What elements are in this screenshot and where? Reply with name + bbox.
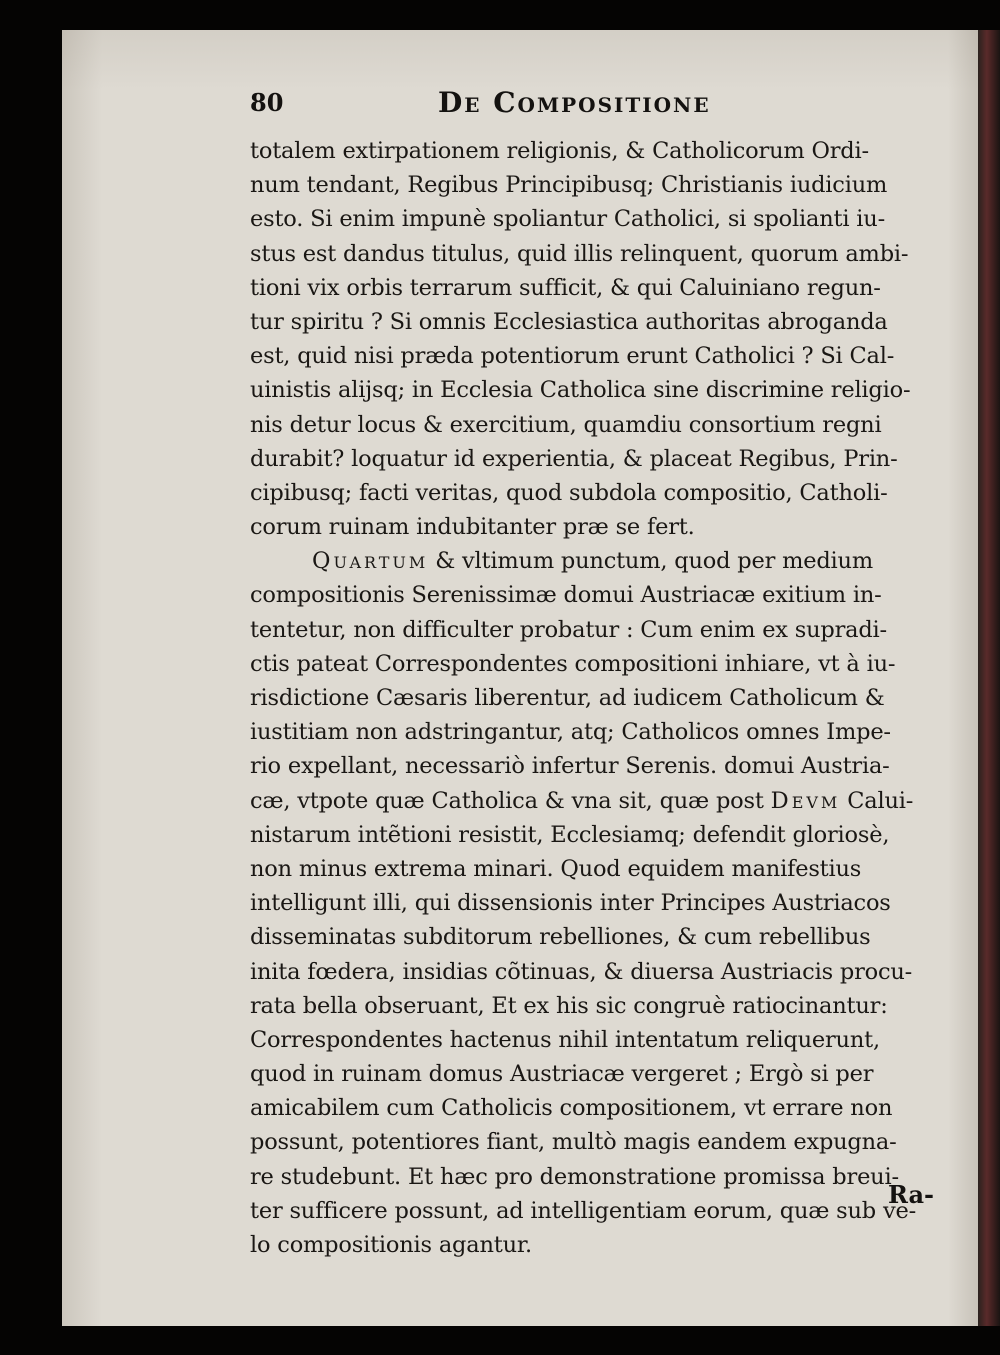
text-line: uinistis alijsq; in Ecclesia Catholica sine discrimine religio- <box>250 377 911 404</box>
text-line: lo compositionis agantur. <box>250 1232 532 1258</box>
text-line: compositionis Serenissimæ domui Austriacæ exitium in- <box>250 582 882 609</box>
text-line: risdictione Cæsaris liberentur, ad iudicem Catholicum & <box>250 685 885 711</box>
catchword: Ra- <box>888 1180 935 1209</box>
text-line: est, quid nisi præda potentiorum erunt Catholici ? Si Cal- <box>250 343 895 370</box>
text-line: ter sufficere possunt, ad intelligentiam eorum, quæ sub ve- <box>250 1197 916 1224</box>
text-line: possunt, potentiores fiant, multò magis eandem expugna- <box>250 1129 897 1156</box>
text-line: corum ruinam indubitanter præ se fert. <box>250 514 695 541</box>
book-binding-edge <box>978 30 1000 1326</box>
text-line: cipibusq; facti veritas, quod subdola compositio, Catholi- <box>250 479 888 506</box>
paragraph-start-line <box>250 544 948 578</box>
text-line: num tendant, Regibus Principibusq; Christianis iudicium <box>250 172 888 199</box>
text-line: disseminatas subditorum rebelliones, & cum rebellibus <box>250 924 871 951</box>
text-fragment: Calui- <box>840 787 914 814</box>
text-line: totalem extirpationem religionis, & Catholicorum Ordi- <box>250 138 869 164</box>
running-head: De Compositione <box>438 86 711 119</box>
text-line: intelligunt illi, qui dissensionis inter Principes Austriacos <box>250 890 891 917</box>
text-line: quod in ruinam domus Austriacæ vergeret ; Ergò si per <box>250 1061 874 1088</box>
text-line: stus est dandus titulus, quid illis relinquent, quorum ambi- <box>250 240 909 267</box>
text-line: nistarum intẽtioni resistit, Ecclesiamq; defendit gloriosè, <box>250 821 890 848</box>
page-header <box>250 86 770 126</box>
body-text <box>250 134 948 1262</box>
text-line: non minus extrema minari. Quod equidem manifestius <box>250 855 862 882</box>
small-caps-word: Devm <box>770 787 841 814</box>
text-line: tioni vix orbis terrarum sufficit, & qui Caluiniano regun- <box>250 274 881 301</box>
text-line: nis detur locus & exercitium, quamdiu consortium regni <box>250 411 882 438</box>
text-line: tur spiritu ? Si omnis Ecclesiastica authoritas abroganda <box>250 308 888 335</box>
text-line: re studebunt. Et hæc pro demonstratione promissa breui- <box>250 1163 899 1190</box>
text-line: rio expellant, necessariò infertur Serenis. domui Austria- <box>250 753 890 780</box>
text-line: durabit? loquatur id experientia, & placeat Regibus, Prin- <box>250 445 898 472</box>
text-fragment: & vltimum punctum, quod per medium <box>428 548 873 575</box>
paragraph-initial-word: Quartum <box>312 548 429 575</box>
text-line: esto. Si enim impunè spoliantur Catholici, si spolianti iu- <box>250 206 885 233</box>
text-line: iustitiam non adstringantur, atq; Catholicos omnes Impe- <box>250 719 891 746</box>
text-fragment: cæ, vtpote quæ Catholica & vna sit, quæ post <box>250 787 764 814</box>
text-line: ctis pateat Correspondentes compositioni inhiare, vt à iu- <box>250 650 896 677</box>
text-line: inita fœdera, insidias cõtinuas, & diuersa Austriacis procu- <box>250 958 913 985</box>
text-line: tentetur, non difficulter probatur : Cum enim ex supradi- <box>250 616 887 643</box>
text-line: rata bella obseruant, Et ex his sic congruè ratiocinantur: <box>250 992 888 1019</box>
page-number: 80 <box>250 88 284 117</box>
text-line: Correspondentes hactenus nihil intentatum reliquerunt, <box>250 1026 880 1053</box>
text-line: amicabilem cum Catholicis compositionem, vt errare non <box>250 1095 893 1122</box>
text-line <box>250 784 948 818</box>
